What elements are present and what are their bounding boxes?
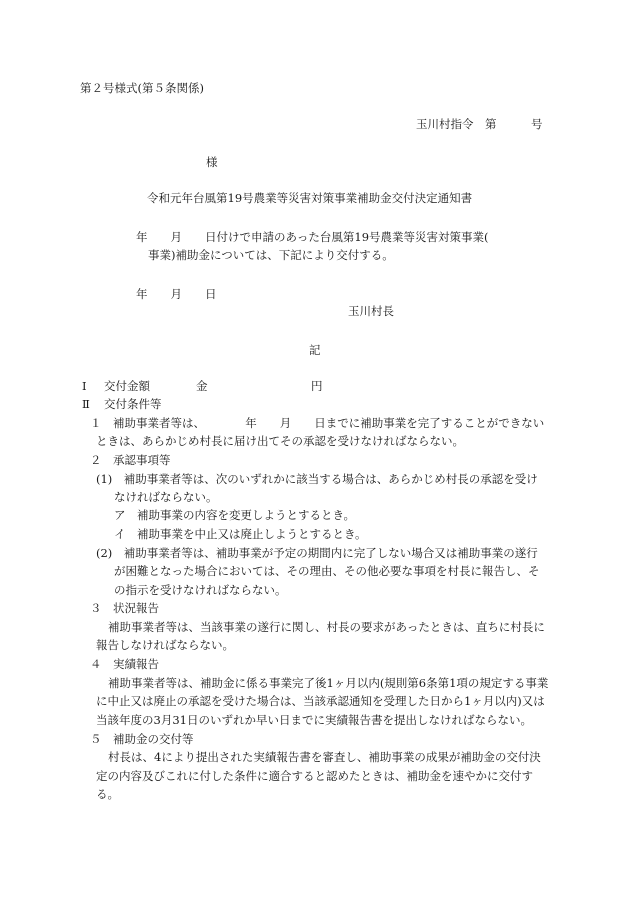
item-5-line-3: る。 [96, 787, 119, 801]
item-4-heading: ４ 実績報告 [90, 657, 159, 671]
item-4-line-2: に中止又は廃止の承認を受けた場合は、当該承認通知を受理した日から1ヶ月以内)又は [96, 694, 545, 708]
item-2-p2-line-1: (2) 補助事業者等は、補助事業が予定の期間内に完了しない場合又は補助事業の遂行 [96, 546, 538, 560]
item-2-p1-option-a: ア 補助事業の内容を変更しようとするとき。 [114, 508, 356, 522]
document-title: 令和元年台風第19号農業等災害対策事業補助金交付決定通知書 [147, 191, 473, 205]
item-3-line-1: 補助事業者等は、当該事業の遂行に関し、村長の要求があったときは、直ちに村長に [108, 620, 545, 634]
section-2-numeral: Ⅱ [82, 397, 90, 411]
item-5-heading: ５ 補助金の交付等 [90, 732, 194, 746]
intro-line-1: 年 月 日付けで申請のあった台風第19号農業等災害対策事業( [136, 230, 489, 244]
item-5-line-1: 村長は、4により提出された実績報告書を審査し、補助事業の成果が補助金の交付決 [108, 750, 541, 764]
section-1-grant-amount: 交付金額 金 円 [104, 379, 323, 393]
item-1-line-1: １ 補助事業者等は、 年 月 日までに補助事業を完了することができない [90, 416, 545, 430]
item-2-heading: ２ 承認事項等 [90, 453, 171, 467]
item-3-heading: ３ 状況報告 [90, 601, 159, 615]
item-4-line-1: 補助事業者等は、補助金に係る事業完了後1ヶ月以内(規則第6条第1項の規定する事業 [108, 676, 549, 690]
item-2-p1-line-2: なければならない。 [114, 490, 218, 504]
section-2-title: 交付条件等 [104, 397, 162, 411]
item-2-p2-line-2: が困難となった場合においては、その理由、その他必要な事項を村長に報告し、そ [114, 564, 540, 578]
item-3-line-2: 報告しなければならない。 [96, 638, 234, 652]
intro-line-2: 事業)補助金については、下記により交付する。 [148, 248, 394, 262]
ki-heading: 記 [309, 343, 321, 357]
item-2-p1-line-1: (1) 補助事業者等は、次のいずれかに該当する場合は、あらかじめ村長の承認を受け [96, 472, 538, 486]
item-2-p1-option-i: イ 補助事業を中止又は廃止しようとするとき。 [114, 527, 367, 541]
document-number: 玉川村指令 第 号 [416, 117, 543, 131]
recipient-honorific: 様 [206, 155, 218, 169]
item-2-p2-line-3: の指示を受けなければならない。 [114, 583, 287, 597]
item-5-line-2: 定の内容及びこれに付した条件に適合すると認めたときは、補助金を速やかに交付す [96, 769, 533, 783]
form-number: 第２号様式(第５条関係) [80, 81, 204, 95]
issuer-name: 玉川村長 [348, 304, 394, 318]
section-1-numeral: Ⅰ [82, 379, 87, 393]
issue-date: 年 月 日 [136, 287, 217, 301]
item-4-line-3: 当該年度の3月31日のいずれか早い日までに実績報告書を提出しなければならない。 [96, 713, 532, 727]
item-1-line-2: ときは、あらかじめ村長に届け出てその承認を受けなければならない。 [96, 434, 464, 448]
